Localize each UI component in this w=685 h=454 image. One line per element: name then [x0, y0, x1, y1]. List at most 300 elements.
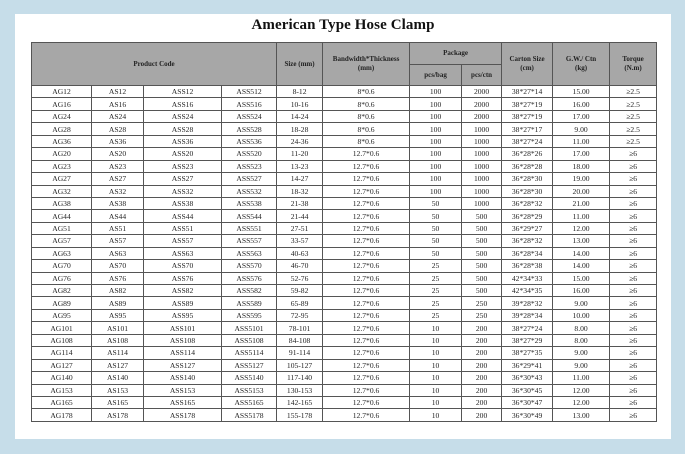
cell-torque: ≥6	[610, 210, 657, 222]
cell-code-as: AS24	[92, 110, 144, 122]
cell-pcs-bag: 25	[410, 285, 462, 297]
header-bandwidth-line1: Bandwidth*Thickness	[332, 55, 400, 63]
cell-code-as: AS70	[92, 260, 144, 272]
cell-torque: ≥2.5	[610, 123, 657, 135]
cell-code-ass: ASS44	[144, 210, 222, 222]
cell-code-ass: ASS32	[144, 185, 222, 197]
table-row	[32, 372, 657, 384]
header-gw-line2: (kg)	[575, 64, 588, 72]
cell-gross-weight: 17.00	[553, 110, 610, 122]
cell-code-ag: AG32	[32, 185, 92, 197]
header-product-code: Product Code	[32, 43, 277, 86]
table-row	[32, 359, 657, 371]
cell-pcs-ctn: 500	[462, 235, 502, 247]
cell-pcs-ctn: 1000	[462, 160, 502, 172]
cell-bandwidth-thickness: 12.7*0.6	[323, 210, 410, 222]
cell-code-ass: ASS63	[144, 247, 222, 259]
cell-code-ass: ASS57	[144, 235, 222, 247]
header-size: Size (mm)	[277, 43, 323, 86]
cell-pcs-ctn: 500	[462, 222, 502, 234]
table-row	[32, 98, 657, 110]
cell-code-ass: ASS114	[144, 347, 222, 359]
cell-pcs-ctn: 2000	[462, 110, 502, 122]
table-row	[32, 260, 657, 272]
cell-pcs-ctn: 2000	[462, 86, 502, 98]
cell-pcs-bag: 10	[410, 322, 462, 334]
cell-pcs-ctn: 1000	[462, 123, 502, 135]
cell-code-ag: AG24	[32, 110, 92, 122]
cell-code-ass5: ASS532	[222, 185, 277, 197]
cell-carton-size: 42*34*35	[502, 285, 553, 297]
cell-gross-weight: 21.00	[553, 197, 610, 209]
table-row	[32, 135, 657, 147]
cell-code-ass: ASS28	[144, 123, 222, 135]
table-row	[32, 297, 657, 309]
cell-code-as: AS36	[92, 135, 144, 147]
cell-pcs-ctn: 1000	[462, 173, 502, 185]
cell-gross-weight: 15.00	[553, 86, 610, 98]
cell-size: 18-28	[277, 123, 323, 135]
cell-pcs-bag: 100	[410, 110, 462, 122]
cell-code-ag: AG153	[32, 384, 92, 396]
cell-code-ass5: ASS520	[222, 148, 277, 160]
cell-code-ass5: ASS527	[222, 173, 277, 185]
cell-code-ass5: ASS523	[222, 160, 277, 172]
cell-size: 21-38	[277, 197, 323, 209]
cell-carton-size: 38*27*24	[502, 135, 553, 147]
cell-carton-size: 36*28*32	[502, 197, 553, 209]
cell-torque: ≥6	[610, 235, 657, 247]
cell-carton-size: 39*28*34	[502, 309, 553, 321]
cell-carton-size: 36*28*30	[502, 185, 553, 197]
cell-torque: ≥6	[610, 334, 657, 346]
cell-pcs-bag: 10	[410, 372, 462, 384]
cell-bandwidth-thickness: 8*0.6	[323, 110, 410, 122]
header-pcs-bag: pcs/bag	[410, 65, 462, 86]
cell-code-as: AS23	[92, 160, 144, 172]
cell-gross-weight: 11.00	[553, 210, 610, 222]
cell-code-as: AS32	[92, 185, 144, 197]
cell-code-ass5: ASS516	[222, 98, 277, 110]
cell-pcs-ctn: 500	[462, 260, 502, 272]
cell-torque: ≥6	[610, 222, 657, 234]
cell-carton-size: 36*29*27	[502, 222, 553, 234]
cell-code-ass5: ASS5153	[222, 384, 277, 396]
document-page	[15, 14, 671, 439]
cell-bandwidth-thickness: 12.7*0.6	[323, 309, 410, 321]
cell-pcs-ctn: 1000	[462, 185, 502, 197]
cell-gross-weight: 16.00	[553, 285, 610, 297]
cell-pcs-bag: 50	[410, 210, 462, 222]
cell-bandwidth-thickness: 8*0.6	[323, 86, 410, 98]
cell-code-ass: ASS38	[144, 197, 222, 209]
cell-pcs-bag: 100	[410, 123, 462, 135]
cell-size: 24-36	[277, 135, 323, 147]
cell-code-ag: AG101	[32, 322, 92, 334]
page-title: American Type Hose Clamp	[251, 17, 435, 33]
cell-size: 130-153	[277, 384, 323, 396]
cell-pcs-bag: 100	[410, 185, 462, 197]
header-bandwidth-line2: (mm)	[357, 64, 375, 72]
cell-pcs-ctn: 200	[462, 409, 502, 421]
cell-carton-size: 36*28*32	[502, 235, 553, 247]
cell-gross-weight: 15.00	[553, 272, 610, 284]
cell-torque: ≥6	[610, 359, 657, 371]
cell-size: 14-27	[277, 173, 323, 185]
cell-code-ass5: ASS5127	[222, 359, 277, 371]
cell-code-ag: AG28	[32, 123, 92, 135]
cell-carton-size: 36*30*49	[502, 409, 553, 421]
cell-gross-weight: 12.00	[553, 222, 610, 234]
cell-code-as: AS178	[92, 409, 144, 421]
cell-size: 40-63	[277, 247, 323, 259]
cell-pcs-ctn: 200	[462, 384, 502, 396]
cell-size: 21-44	[277, 210, 323, 222]
cell-code-ass5: ASS528	[222, 123, 277, 135]
cell-code-ass5: ASS538	[222, 197, 277, 209]
cell-bandwidth-thickness: 12.7*0.6	[323, 160, 410, 172]
table-row	[32, 160, 657, 172]
cell-code-ag: AG89	[32, 297, 92, 309]
cell-size: 155-178	[277, 409, 323, 421]
cell-code-as: AS16	[92, 98, 144, 110]
table-row	[32, 173, 657, 185]
cell-gross-weight: 9.00	[553, 297, 610, 309]
cell-code-ag: AG27	[32, 173, 92, 185]
cell-pcs-bag: 25	[410, 260, 462, 272]
cell-code-ag: AG76	[32, 272, 92, 284]
cell-gross-weight: 14.00	[553, 247, 610, 259]
cell-code-ag: AG51	[32, 222, 92, 234]
cell-bandwidth-thickness: 12.7*0.6	[323, 272, 410, 284]
cell-bandwidth-thickness: 12.7*0.6	[323, 260, 410, 272]
cell-code-ag: AG82	[32, 285, 92, 297]
cell-bandwidth-thickness: 12.7*0.6	[323, 285, 410, 297]
table-row	[32, 235, 657, 247]
cell-code-as: AS89	[92, 297, 144, 309]
cell-torque: ≥6	[610, 148, 657, 160]
cell-size: 13-23	[277, 160, 323, 172]
cell-torque: ≥6	[610, 272, 657, 284]
cell-pcs-bag: 50	[410, 247, 462, 259]
cell-bandwidth-thickness: 12.7*0.6	[323, 197, 410, 209]
cell-pcs-ctn: 500	[462, 247, 502, 259]
cell-code-ass: ASS20	[144, 148, 222, 160]
cell-code-ag: AG44	[32, 210, 92, 222]
cell-torque: ≥6	[610, 409, 657, 421]
cell-pcs-bag: 50	[410, 235, 462, 247]
cell-code-ass: ASS23	[144, 160, 222, 172]
cell-gross-weight: 11.00	[553, 135, 610, 147]
table-row	[32, 396, 657, 408]
cell-bandwidth-thickness: 12.7*0.6	[323, 297, 410, 309]
table-row	[32, 123, 657, 135]
cell-code-ag: AG114	[32, 347, 92, 359]
table-header	[32, 43, 657, 86]
cell-pcs-ctn: 1000	[462, 135, 502, 147]
cell-gross-weight: 9.00	[553, 347, 610, 359]
cell-code-ass5: ASS5108	[222, 334, 277, 346]
cell-pcs-bag: 100	[410, 98, 462, 110]
cell-size: 27-51	[277, 222, 323, 234]
cell-carton-size: 36*30*45	[502, 384, 553, 396]
cell-carton-size: 36*28*38	[502, 260, 553, 272]
cell-code-ag: AG12	[32, 86, 92, 98]
cell-code-ag: AG23	[32, 160, 92, 172]
cell-code-ag: AG57	[32, 235, 92, 247]
cell-pcs-ctn: 1000	[462, 148, 502, 160]
cell-code-ag: AG108	[32, 334, 92, 346]
cell-pcs-bag: 25	[410, 297, 462, 309]
cell-carton-size: 36*28*30	[502, 173, 553, 185]
cell-code-as: AS114	[92, 347, 144, 359]
cell-pcs-bag: 100	[410, 135, 462, 147]
table-row	[32, 384, 657, 396]
cell-gross-weight: 18.00	[553, 160, 610, 172]
cell-pcs-bag: 10	[410, 409, 462, 421]
cell-code-ass: ASS108	[144, 334, 222, 346]
cell-code-as: AS51	[92, 222, 144, 234]
cell-bandwidth-thickness: 12.7*0.6	[323, 247, 410, 259]
cell-code-ass: ASS51	[144, 222, 222, 234]
cell-code-ag: AG70	[32, 260, 92, 272]
cell-gross-weight: 14.00	[553, 260, 610, 272]
cell-size: 65-89	[277, 297, 323, 309]
cell-carton-size: 38*27*35	[502, 347, 553, 359]
cell-code-ag: AG140	[32, 372, 92, 384]
table-row	[32, 148, 657, 160]
cell-torque: ≥6	[610, 260, 657, 272]
cell-code-as: AS57	[92, 235, 144, 247]
cell-bandwidth-thickness: 12.7*0.6	[323, 322, 410, 334]
cell-pcs-bag: 100	[410, 173, 462, 185]
cell-size: 142-165	[277, 396, 323, 408]
cell-gross-weight: 10.00	[553, 309, 610, 321]
cell-bandwidth-thickness: 12.7*0.6	[323, 173, 410, 185]
cell-pcs-ctn: 250	[462, 297, 502, 309]
cell-bandwidth-thickness: 12.7*0.6	[323, 384, 410, 396]
cell-size: 8-12	[277, 86, 323, 98]
cell-carton-size: 38*27*19	[502, 110, 553, 122]
cell-pcs-bag: 10	[410, 384, 462, 396]
cell-carton-size: 36*30*47	[502, 396, 553, 408]
cell-gross-weight: 12.00	[553, 396, 610, 408]
cell-pcs-bag: 10	[410, 347, 462, 359]
cell-code-ass: ASS82	[144, 285, 222, 297]
header-pcs-ctn: pcs/ctn	[462, 65, 502, 86]
cell-bandwidth-thickness: 12.7*0.6	[323, 396, 410, 408]
table-body	[32, 86, 657, 422]
cell-gross-weight: 17.00	[553, 148, 610, 160]
cell-pcs-bag: 100	[410, 148, 462, 160]
cell-code-ass: ASS12	[144, 86, 222, 98]
cell-code-as: AS20	[92, 148, 144, 160]
cell-code-ass: ASS140	[144, 372, 222, 384]
header-torque-line2: (N.m)	[624, 64, 642, 72]
table-row	[32, 309, 657, 321]
cell-code-ass5: ASS563	[222, 247, 277, 259]
cell-bandwidth-thickness: 12.7*0.6	[323, 185, 410, 197]
cell-code-ass5: ASS5178	[222, 409, 277, 421]
cell-gross-weight: 11.00	[553, 372, 610, 384]
cell-pcs-ctn: 200	[462, 372, 502, 384]
cell-pcs-bag: 50	[410, 222, 462, 234]
cell-bandwidth-thickness: 12.7*0.6	[323, 235, 410, 247]
cell-torque: ≥2.5	[610, 86, 657, 98]
cell-carton-size: 36*28*29	[502, 210, 553, 222]
cell-pcs-bag: 100	[410, 160, 462, 172]
cell-code-ag: AG127	[32, 359, 92, 371]
cell-carton-size: 38*27*24	[502, 322, 553, 334]
cell-bandwidth-thickness: 8*0.6	[323, 135, 410, 147]
cell-code-ass: ASS36	[144, 135, 222, 147]
cell-pcs-ctn: 500	[462, 210, 502, 222]
cell-torque: ≥6	[610, 197, 657, 209]
cell-size: 18-32	[277, 185, 323, 197]
cell-code-as: AS95	[92, 309, 144, 321]
cell-code-ag: AG63	[32, 247, 92, 259]
table-row	[32, 185, 657, 197]
cell-code-as: AS76	[92, 272, 144, 284]
cell-code-as: AS101	[92, 322, 144, 334]
cell-torque: ≥6	[610, 160, 657, 172]
cell-code-ag: AG38	[32, 197, 92, 209]
cell-code-ass5: ASS5165	[222, 396, 277, 408]
cell-code-ag: AG20	[32, 148, 92, 160]
cell-code-ag: AG178	[32, 409, 92, 421]
table-row	[32, 285, 657, 297]
table-row	[32, 247, 657, 259]
cell-bandwidth-thickness: 12.7*0.6	[323, 222, 410, 234]
cell-code-as: AS165	[92, 396, 144, 408]
table-row	[32, 197, 657, 209]
cell-gross-weight: 8.00	[553, 334, 610, 346]
cell-torque: ≥6	[610, 384, 657, 396]
cell-code-ass: ASS153	[144, 384, 222, 396]
table-row	[32, 322, 657, 334]
cell-pcs-ctn: 200	[462, 334, 502, 346]
cell-size: 11-20	[277, 148, 323, 160]
cell-code-ass: ASS101	[144, 322, 222, 334]
header-torque-line1: Torque	[622, 55, 644, 63]
cell-code-as: AS140	[92, 372, 144, 384]
cell-code-ass: ASS70	[144, 260, 222, 272]
cell-code-ass: ASS27	[144, 173, 222, 185]
header-gw-line1: G.W./ Ctn	[565, 55, 597, 63]
cell-carton-size: 38*27*19	[502, 98, 553, 110]
cell-carton-size: 42*34*33	[502, 272, 553, 284]
header-carton-line2: (cm)	[520, 64, 534, 72]
cell-size: 59-82	[277, 285, 323, 297]
cell-code-ass5: ASS582	[222, 285, 277, 297]
cell-size: 72-95	[277, 309, 323, 321]
cell-code-ass: ASS127	[144, 359, 222, 371]
header-gross-weight	[553, 43, 610, 86]
cell-carton-size: 36*28*26	[502, 148, 553, 160]
cell-code-as: AS27	[92, 173, 144, 185]
cell-size: 46-70	[277, 260, 323, 272]
table-row	[32, 210, 657, 222]
cell-carton-size: 38*27*17	[502, 123, 553, 135]
cell-bandwidth-thickness: 12.7*0.6	[323, 372, 410, 384]
cell-code-as: AS153	[92, 384, 144, 396]
table-row	[32, 110, 657, 122]
cell-gross-weight: 19.00	[553, 173, 610, 185]
cell-code-ass5: ASS536	[222, 135, 277, 147]
cell-carton-size: 36*28*28	[502, 160, 553, 172]
cell-size: 33-57	[277, 235, 323, 247]
cell-size: 10-16	[277, 98, 323, 110]
cell-code-ag: AG36	[32, 135, 92, 147]
cell-code-ass: ASS95	[144, 309, 222, 321]
cell-bandwidth-thickness: 12.7*0.6	[323, 148, 410, 160]
cell-torque: ≥6	[610, 173, 657, 185]
header-bandwidth-thickness	[323, 43, 410, 86]
cell-size: 84-108	[277, 334, 323, 346]
cell-code-ass: ASS24	[144, 110, 222, 122]
cell-pcs-bag: 100	[410, 86, 462, 98]
cell-code-ass5: ASS5101	[222, 322, 277, 334]
cell-code-as: AS127	[92, 359, 144, 371]
table-row	[32, 347, 657, 359]
cell-code-ass5: ASS595	[222, 309, 277, 321]
cell-bandwidth-thickness: 12.7*0.6	[323, 347, 410, 359]
cell-code-ass5: ASS5114	[222, 347, 277, 359]
cell-code-as: AS12	[92, 86, 144, 98]
cell-torque: ≥6	[610, 285, 657, 297]
cell-code-as: AS108	[92, 334, 144, 346]
cell-pcs-ctn: 200	[462, 322, 502, 334]
cell-torque: ≥6	[610, 372, 657, 384]
cell-bandwidth-thickness: 12.7*0.6	[323, 359, 410, 371]
cell-torque: ≥2.5	[610, 135, 657, 147]
cell-pcs-ctn: 500	[462, 285, 502, 297]
cell-code-ass5: ASS576	[222, 272, 277, 284]
cell-code-ass: ASS165	[144, 396, 222, 408]
cell-pcs-ctn: 200	[462, 359, 502, 371]
cell-gross-weight: 13.00	[553, 409, 610, 421]
cell-code-ass5: ASS589	[222, 297, 277, 309]
cell-gross-weight: 20.00	[553, 185, 610, 197]
cell-torque: ≥6	[610, 396, 657, 408]
cell-pcs-bag: 25	[410, 309, 462, 321]
cell-pcs-ctn: 200	[462, 347, 502, 359]
cell-gross-weight: 13.00	[553, 235, 610, 247]
cell-code-ass: ASS178	[144, 409, 222, 421]
header-carton-line1: Carton Size	[509, 55, 545, 63]
cell-code-ass5: ASS551	[222, 222, 277, 234]
cell-size: 117-140	[277, 372, 323, 384]
cell-code-ass5: ASS5140	[222, 372, 277, 384]
cell-size: 78-101	[277, 322, 323, 334]
cell-torque: ≥6	[610, 322, 657, 334]
cell-gross-weight: 12.00	[553, 384, 610, 396]
cell-code-ass5: ASS512	[222, 86, 277, 98]
cell-carton-size: 36*30*43	[502, 372, 553, 384]
cell-gross-weight: 9.00	[553, 359, 610, 371]
cell-pcs-ctn: 200	[462, 396, 502, 408]
cell-size: 91-114	[277, 347, 323, 359]
cell-code-as: AS63	[92, 247, 144, 259]
table-row	[32, 86, 657, 98]
cell-code-as: AS28	[92, 123, 144, 135]
cell-pcs-bag: 10	[410, 334, 462, 346]
cell-torque: ≥6	[610, 185, 657, 197]
cell-gross-weight: 9.00	[553, 123, 610, 135]
cell-size: 14-24	[277, 110, 323, 122]
cell-bandwidth-thickness: 8*0.6	[323, 123, 410, 135]
cell-torque: ≥6	[610, 309, 657, 321]
